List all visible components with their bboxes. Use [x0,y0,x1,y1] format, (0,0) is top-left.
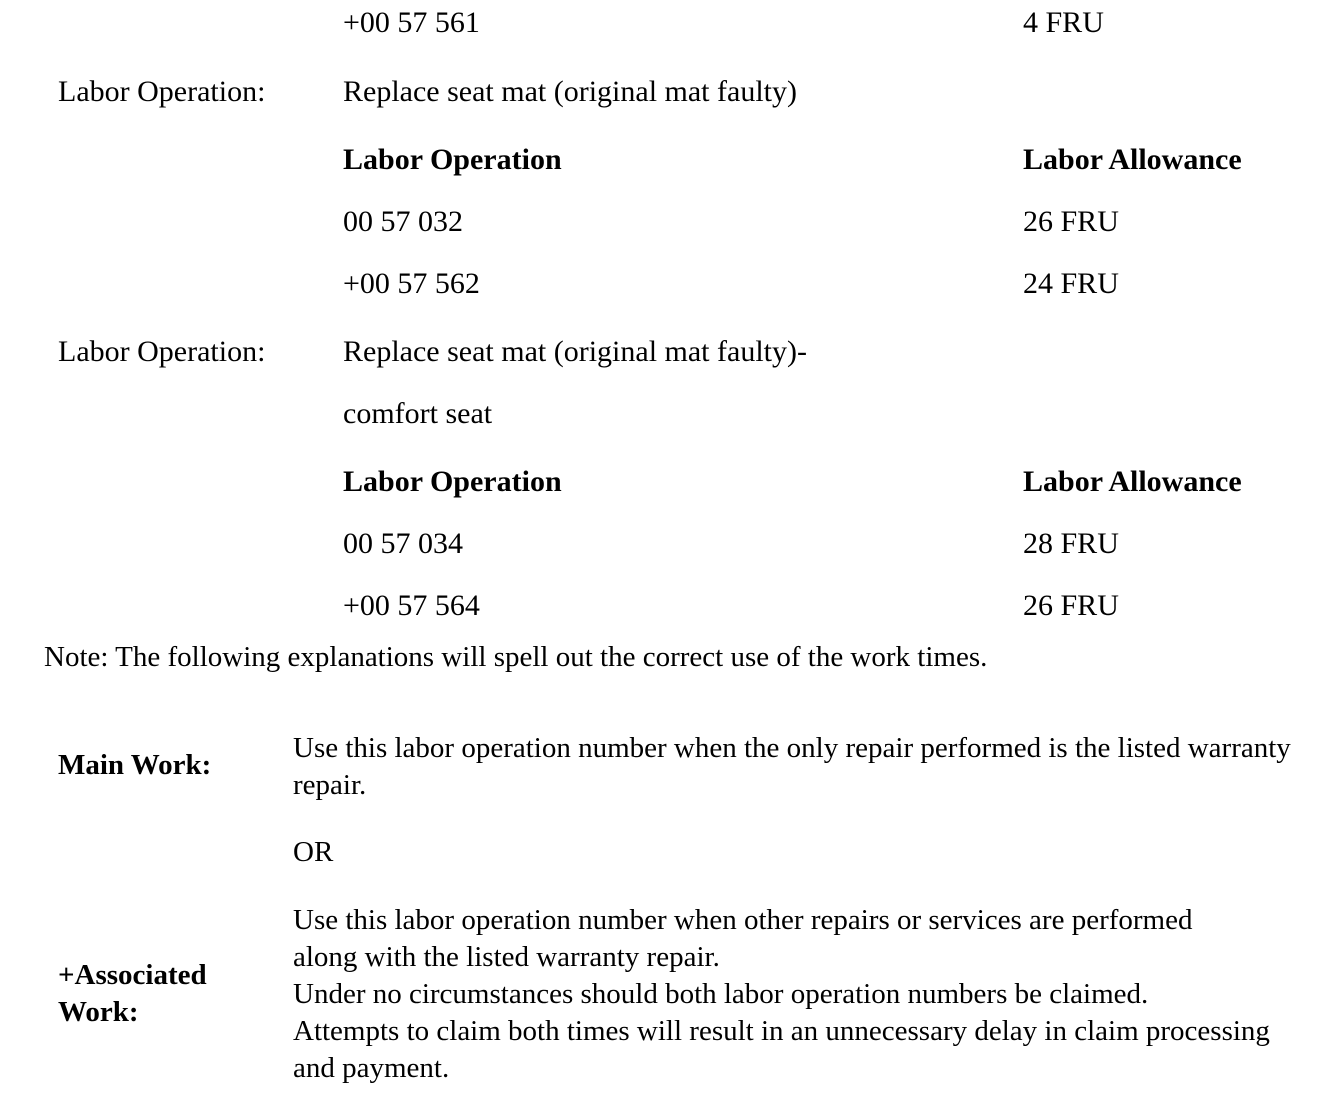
section1-description: Replace seat mat (original mat faulty) [343,75,797,108]
or-text: OR [293,836,334,868]
section1-header-allowance: Labor Allowance [1023,143,1242,176]
section2-header-operation: Labor Operation [343,465,562,498]
section1-row2-allowance: 24 FRU [1023,267,1119,300]
associated-work-text-1: Use this labor operation number when other repairs or services are performed along with the listed warranty repair. [293,904,1193,973]
section2-description-line1: Replace seat mat (original mat faulty)- [343,335,807,368]
section1-header-operation: Labor Operation [343,143,562,176]
section2-header-allowance: Labor Allowance [1023,465,1242,498]
section2-description-line2: comfort seat [343,397,493,430]
associated-work-label-line1: +Associated [58,959,207,991]
section2-row1-allowance: 28 FRU [1023,527,1119,560]
note-text: Note: The following explanations will spell out the correct use of the work times. [44,641,988,673]
top-row-allowance: 4 FRU [1023,6,1104,39]
associated-work-label-line2: Work: [58,996,139,1028]
section1-row1-allowance: 26 FRU [1023,205,1119,238]
section2-row2-allowance: 26 FRU [1023,589,1119,622]
section1-row1-code: 00 57 032 [343,205,463,238]
section2-row1-code: 00 57 034 [343,527,463,560]
main-work-text: Use this labor operation number when the only repair performed is the listed warranty repair. [293,732,1291,801]
top-row-code: +00 57 561 [343,6,480,39]
section2-row2-code: +00 57 564 [343,589,480,622]
associated-work-text-3: Attempts to claim both times will result in an unnecessary delay in claim processing and payment. [293,1015,1270,1084]
associated-work-text-2: Under no circumstances should both labor operation numbers be claimed. [293,978,1149,1010]
section2-label: Labor Operation: [58,335,266,368]
main-work-label: Main Work: [58,749,212,781]
section1-row2-code: +00 57 562 [343,267,480,300]
associated-work-text [293,902,1293,1087]
section1-label: Labor Operation: [58,75,266,108]
